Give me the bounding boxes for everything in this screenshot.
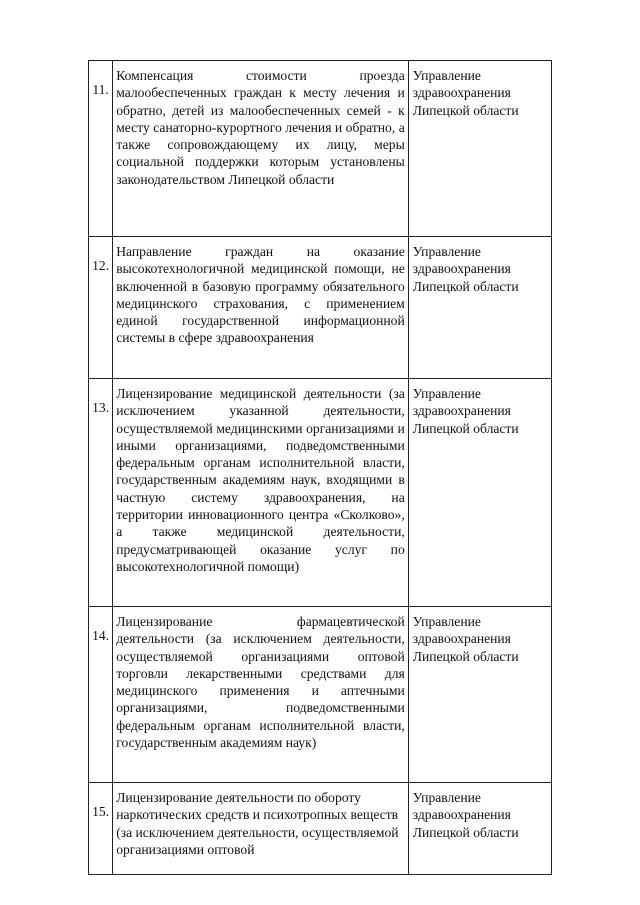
responsible-authority	[408, 379, 551, 607]
authority-line: здравоохранения	[412, 631, 511, 647]
row-number: 11.	[89, 61, 113, 237]
authority-line: Липецкой области	[412, 102, 519, 118]
authority-line: здравоохранения	[412, 807, 511, 823]
row-number: 12.	[89, 237, 113, 379]
row-number: 13.	[89, 379, 113, 607]
table-row	[89, 237, 552, 379]
authority-line: здравоохранения	[412, 261, 511, 277]
authority-line: Липецкой области	[412, 824, 519, 840]
authority-line: Управление	[412, 386, 481, 401]
authority-line: Липецкой области	[412, 648, 519, 664]
service-description: Лицензирование деятельности по обороту наркотических средств и психотропных веществ (за исключением деятельности, осуществляемой организациями оптовой	[113, 783, 409, 875]
table-row	[89, 607, 552, 783]
responsible-authority	[408, 783, 551, 875]
service-description: Компенсация стоимости проезда малообеспеченных граждан к месту лечения и обратно, детей из малообеспеченных семей - к месту санаторно-курортного лечения и обратно, а также сопровождающему их лицу, меры социальной поддержки которым установлены законодательством Липецкой области	[113, 61, 409, 237]
authority-line: Липецкой области	[412, 420, 519, 436]
responsible-authority	[408, 61, 551, 237]
authority-line: здравоохранения	[412, 85, 511, 101]
service-description: Лицензирование фармацевтической деятельности (за исключением деятельности, осуществляемой организациями оптовой торговли лекарственными средствами для медицинского применения и аптечными организациями, подведомственными федеральным органам исполнительной власти, государственным академиям наук)	[113, 607, 409, 783]
authority-line: Липецкой области	[412, 278, 519, 294]
authority-line: здравоохранения	[412, 403, 511, 419]
services-table	[88, 60, 552, 875]
table-row	[89, 61, 552, 237]
responsible-authority	[408, 237, 551, 379]
authority-line: Управление	[412, 244, 481, 259]
table-row	[89, 783, 552, 875]
service-description: Лицензирование медицинской деятельности (за исключением указанной деятельности, осуществляемой медицинскими организациями и иными организациями, подведомственными федеральным органам исполнительной власти, государственным академиям наук, входящими в частную систему здравоохранения, на территории инновационного центра «Сколково», а также медицинской деятельности, предусматривающей оказание услуг по высокотехнологичной помощи)	[113, 379, 409, 607]
responsible-authority	[408, 607, 551, 783]
authority-line: Управление	[412, 790, 481, 805]
row-number: 15.	[89, 783, 113, 875]
row-number: 14.	[89, 607, 113, 783]
service-description: Направление граждан на оказание высокотехнологичной медицинской помощи, не включенной в базовую программу обязательного медицинского страхования, с применением единой государственной информационной системы в сфере здравоохранения	[113, 237, 409, 379]
authority-line: Управление	[412, 68, 481, 83]
table-row	[89, 379, 552, 607]
authority-line: Управление	[412, 614, 481, 629]
